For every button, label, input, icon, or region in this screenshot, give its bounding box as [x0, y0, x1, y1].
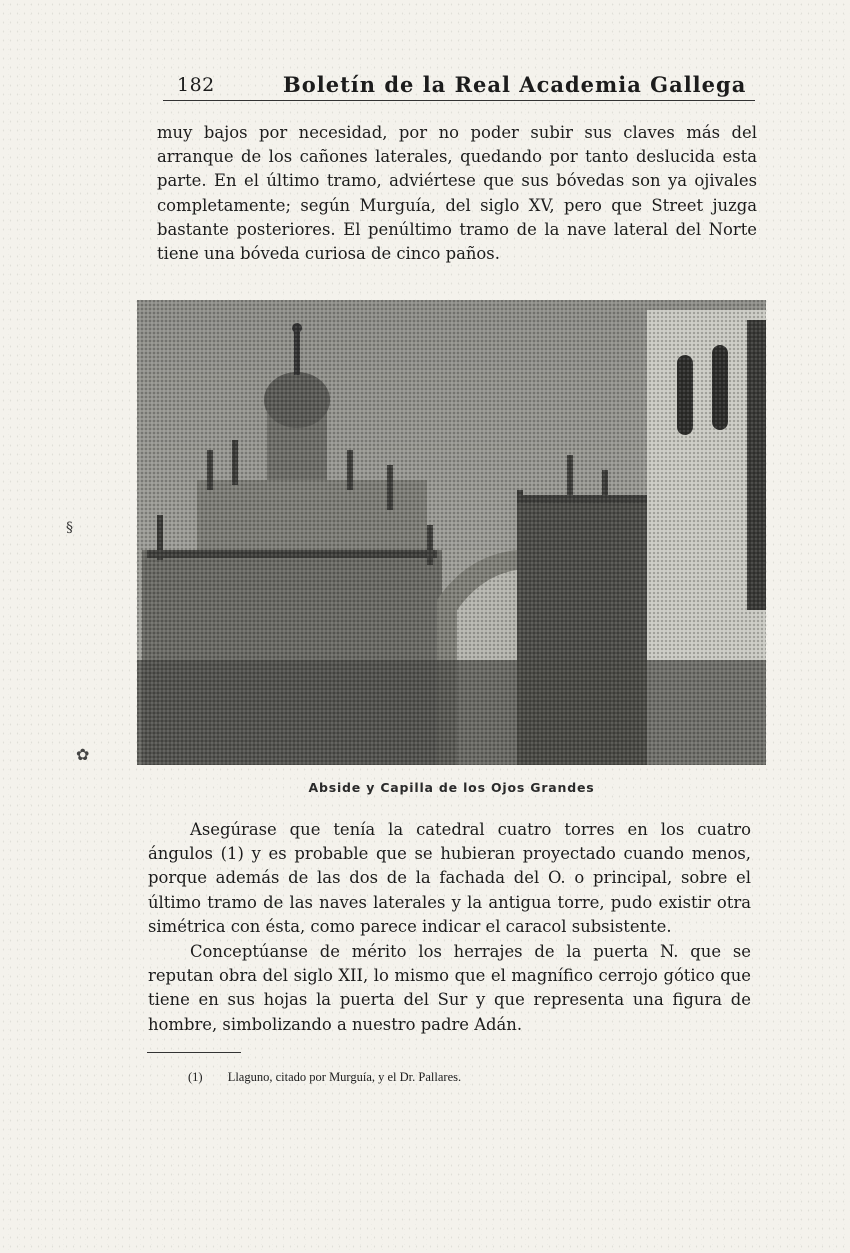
footnote-mark: (1): [188, 1070, 203, 1084]
footnote-rule: [147, 1052, 241, 1053]
journal-title: Boletín de la Real Academia Gallega: [283, 72, 747, 97]
margin-ornament: ✿: [76, 745, 90, 764]
figure-caption: Abside y Capilla de los Ojos Grandes: [308, 780, 595, 795]
page-header: [163, 70, 755, 101]
paragraph-1: muy bajos por necesidad, por no poder subir sus claves más del arranque de los cañones laterales, quedando por tanto deslucida esta parte. En el último tramo, adviértese que sus bóvedas son ya ojivales completamente; según Murguía, del siglo XV, pero que Street juzga bastante posteriores. El penúltimo tramo de la nave lateral del Norte tiene una bóveda curiosa de cinco paños.: [157, 123, 757, 264]
paragraph-3: Conceptúanse de mérito los herrajes de la puerta N. que se reputan obra del siglo XII, lo mismo que el magnífico cerrojo gótico que tiene en sus hojas la puerta del Sur y que representa una figura de hombre, simbolizando a nuestro padre Adán.: [148, 942, 751, 1034]
footnote-text: Llaguno, citado por Murguía, y el Dr. Pallares.: [227, 1070, 462, 1084]
footnote: [188, 1070, 461, 1085]
margin-mark: §: [66, 520, 73, 536]
cathedral-photograph: [137, 300, 766, 765]
paragraph-2: Asegúrase que tenía la catedral cuatro torres en los cuatro ángulos (1) y es probable que se hubieran proyectado cuando menos, porque además de las dos de la fachada del O. o principal, sobre el último tramo de las naves laterales y la antigua torre, pudo existir otra simétrica con ésta, como parece indicar el caracol subsistente.: [148, 820, 751, 936]
page-number: 182: [177, 74, 215, 96]
photo-illustration: [137, 300, 766, 765]
